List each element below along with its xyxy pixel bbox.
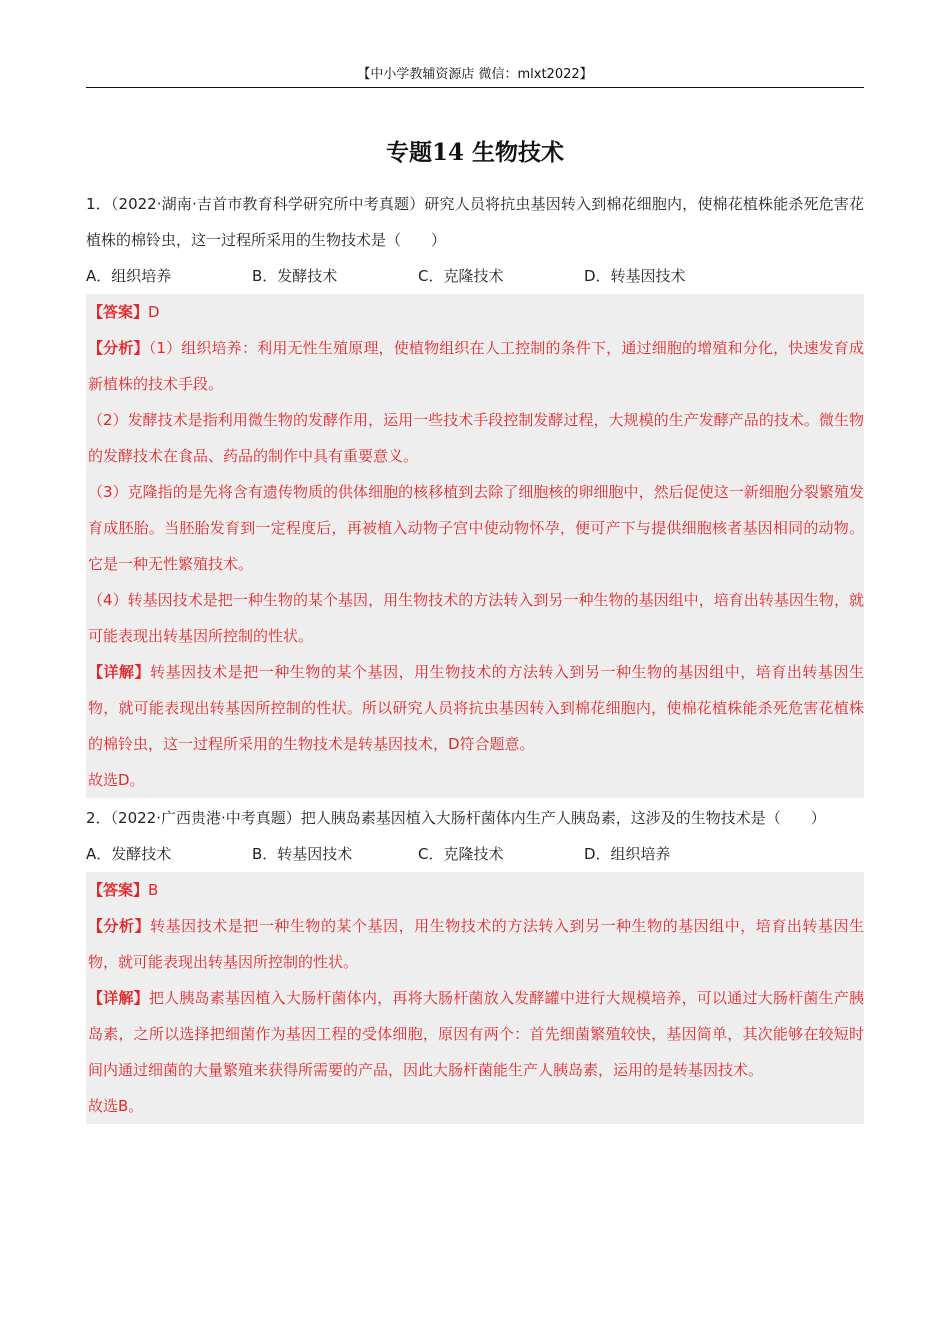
analysis-tag: 【分析】: [88, 917, 151, 935]
analysis-line: [88, 330, 864, 402]
detail-tag: 【详解】: [88, 663, 151, 681]
option-b: B．转基因技术: [252, 845, 353, 863]
question-stem: 1．（2022·湖南·吉首市教育科学研究所中考真题）研究人员将抗虫基因转入到棉花细胞内，使棉花植株能杀死危害花植株的棉铃虫，这一过程所采用的生物技术是（ ）: [86, 195, 864, 249]
answer-line: [88, 294, 864, 330]
option-a: A．组织培养: [86, 267, 172, 285]
document-body: [86, 186, 864, 1126]
question-options: [86, 836, 864, 872]
answer-value: D: [148, 303, 160, 321]
answer-value: B: [148, 881, 159, 899]
option-c: C．克隆技术: [418, 845, 504, 863]
question-2: [86, 800, 864, 1124]
detail-text: 转基因技术是把一种生物的某个基因，用生物技术的方法转入到另一种生物的基因组中，培育出转基因生物，就可能表现出转基因所控制的性状。所以研究人员将抗虫基因转入到棉花细胞内，使棉花植株能杀死危害花植株的棉铃虫，这一过程所采用的生物技术是转基因技术，D符合题意。: [88, 663, 864, 753]
analysis-line: （4）转基因技术是把一种生物的某个基因，用生物技术的方法转入到另一种生物的基因组中，培育出转基因生物，就可能表现出转基因所控制的性状。: [88, 591, 864, 645]
option-b: B．发酵技术: [252, 267, 338, 285]
conclusion-line: 故选B。: [88, 1097, 144, 1115]
answer-block: [86, 872, 864, 1124]
conclusion-line: 故选D。: [88, 771, 145, 789]
option-c: C．克隆技术: [418, 267, 504, 285]
option-d: D．组织培养: [584, 845, 671, 863]
analysis-line: [88, 908, 864, 980]
answer-tag: 【答案】: [88, 303, 149, 321]
analysis-line: （2）发酵技术是指利用微生物的发酵作用，运用一些技术手段控制发酵过程，大规模的生产发酵产品的技术。微生物的发酵技术在食品、药品的制作中具有重要意义。: [88, 411, 864, 465]
detail-line: [88, 654, 864, 762]
detail-tag: 【详解】: [88, 989, 149, 1007]
analysis-text: （1）组织培养：利用无性生殖原理，使植物组织在人工控制的条件下，通过细胞的增殖和分化，快速发育成新植株的技术手段。: [88, 339, 864, 393]
detail-line: [88, 980, 864, 1088]
question-1: [86, 186, 864, 798]
analysis-text: 转基因技术是把一种生物的某个基因，用生物技术的方法转入到另一种生物的基因组中，培育出转基因生物，就可能表现出转基因所控制的性状。: [88, 917, 864, 971]
header-divider: [86, 87, 864, 88]
option-d: D．转基因技术: [584, 267, 686, 285]
page-header: 【中小学教辅资源店 微信：mlxt2022】: [357, 67, 593, 82]
answer-block: [86, 294, 864, 798]
page-title: 专题14 生物技术: [385, 139, 564, 166]
answer-tag: 【答案】: [88, 881, 149, 899]
analysis-line: （3）克隆指的是先将含有遗传物质的供体细胞的核移植到去除了细胞核的卵细胞中，然后促使这一新细胞分裂繁殖发育成胚胎。当胚胎发育到一定程度后，再被植入动物子宫中使动物怀孕，便可产下与提供细胞核者基因相同的动物。它是一种无性繁殖技术。: [88, 483, 864, 573]
question-options: [86, 258, 864, 294]
question-stem: 2．（2022·广西贵港·中考真题）把人胰岛素基因植入大肠杆菌体内生产人胰岛素，这涉及的生物技术是（ ）: [86, 809, 826, 827]
answer-line: [88, 872, 864, 908]
analysis-tag: 【分析】: [88, 339, 149, 357]
option-a: A．发酵技术: [86, 845, 172, 863]
detail-text: 把人胰岛素基因植入大肠杆菌体内，再将大肠杆菌放入发酵罐中进行大规模培养，可以通过大肠杆菌生产胰岛素，之所以选择把细菌作为基因工程的受体细胞，原因有两个：首先细菌繁殖较快，基因简单，其次能够在较短时间内通过细菌的大量繁殖来获得所需要的产品，因此大肠杆菌能生产人胰岛素，运用的是转基因技术。: [88, 989, 864, 1079]
